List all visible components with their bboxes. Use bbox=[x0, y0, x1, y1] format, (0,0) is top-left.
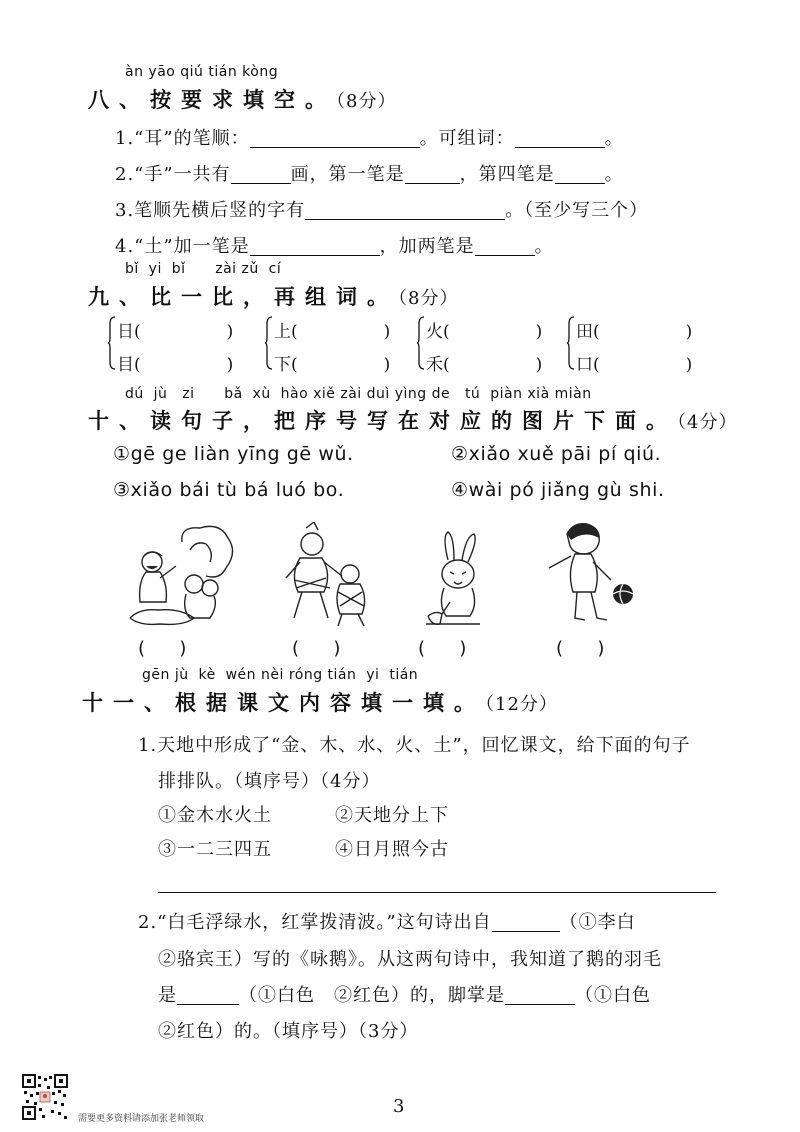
section8-q1: 1.“耳”的笔顺： 。可组词： 。 bbox=[115, 128, 624, 149]
section11-title: 十一、根据课文内容填一填。（12分） bbox=[82, 691, 558, 715]
brace-icon bbox=[265, 316, 273, 370]
q1-word-blank[interactable] bbox=[515, 129, 605, 148]
compare-pair-2-bottom: 下( ) bbox=[274, 355, 391, 375]
compare-pair-2-top: 上( ) bbox=[274, 322, 391, 342]
section8-pinyin: àn yāo qiú tián kòng bbox=[125, 64, 279, 80]
q3-chars-blank[interactable] bbox=[305, 201, 505, 220]
option-2: ②天地分上下 bbox=[335, 805, 449, 826]
page-number: 3 bbox=[393, 1096, 405, 1117]
section11-q1-line1: 1.天地中形成了“金、木、水、火、土”，回忆课文，给下面的句子 bbox=[138, 735, 691, 756]
brace-icon bbox=[417, 316, 425, 370]
answer-paren-2[interactable]: ( ) bbox=[292, 638, 341, 659]
footer-note: 需要更多资料请添加张老师领取 bbox=[78, 1114, 205, 1124]
option-1: ①金木水火土 bbox=[158, 805, 272, 826]
q1-stroke-blank[interactable] bbox=[250, 129, 420, 148]
compare-pair-4-top: 田( ) bbox=[576, 322, 693, 342]
feather-color-blank[interactable] bbox=[177, 986, 239, 1005]
sentence-2: ②xiǎo xuě pāi pí qiú. bbox=[451, 443, 662, 465]
section8-q2: 2.“手”一共有 画，第一笔是 ，第四笔是 。 bbox=[115, 164, 624, 185]
grandma-storytelling-illustration bbox=[110, 522, 250, 630]
section11-q2-line4: ②红色）的。（填序号）（3分） bbox=[158, 1021, 419, 1042]
compare-pair-3-bottom: 禾( ) bbox=[426, 355, 543, 375]
q4-add-one-blank[interactable] bbox=[250, 237, 380, 256]
section11-q2-line3: 是 （①白色 ②红色）的，脚掌是 （①白色 bbox=[158, 985, 651, 1006]
answer-paren-4[interactable]: ( ) bbox=[556, 638, 605, 659]
section11-q2-line2: ②骆宾王）写的《咏鹅》。从这两句诗中，我知道了鹅的羽毛 bbox=[158, 949, 662, 970]
section10-pinyin: dú jù zi bǎ xù hào xiě zài duì yìng de tú piàn xià miàn bbox=[125, 386, 592, 402]
section10-title: 十、读句子，把序号写在对应的图片下面。（4分） bbox=[88, 409, 738, 433]
sentence-3: ③xiǎo bái tù bá luó bo. bbox=[113, 479, 345, 501]
brace-icon bbox=[108, 316, 116, 370]
q2-fourth-stroke-blank[interactable] bbox=[555, 165, 605, 184]
section11-pinyin: gēn jù kè wén nèi róng tián yi tián bbox=[142, 667, 419, 683]
rabbit-pulling-radish-illustration bbox=[420, 530, 500, 630]
girl-bouncing-ball-illustration bbox=[545, 522, 640, 630]
q4-add-two-blank[interactable] bbox=[475, 237, 535, 256]
section8-q4: 4.“土”加一笔是 ，加两笔是 。 bbox=[115, 236, 554, 257]
foot-color-blank[interactable] bbox=[505, 986, 575, 1005]
qr-code-icon bbox=[22, 1074, 68, 1120]
answer-paren-1[interactable]: ( ) bbox=[138, 638, 187, 659]
q2-count-blank[interactable] bbox=[231, 165, 291, 184]
sentence-1: ①gē ge liàn yīng gē wǔ. bbox=[113, 443, 354, 465]
brother-singing-dancing-illustration bbox=[280, 522, 380, 630]
q2-first-stroke-blank[interactable] bbox=[405, 165, 460, 184]
poet-blank[interactable] bbox=[492, 913, 560, 932]
compare-pair-3-top: 火( ) bbox=[426, 322, 543, 342]
section8-q3: 3.笔顺先横后竖的字有 。（至少写三个） bbox=[115, 200, 649, 221]
option-4: ④日月照今古 bbox=[335, 839, 449, 860]
answer-paren-3[interactable]: ( ) bbox=[418, 638, 467, 659]
order-answer-line[interactable] bbox=[158, 892, 716, 893]
compare-pair-1-top: 日( ) bbox=[117, 322, 234, 342]
brace-icon bbox=[567, 316, 575, 370]
section11-q2-line1: 2.“白毛浮绿水，红掌拨清波。”这句诗出自 （①李白 bbox=[138, 912, 636, 933]
section9-title: 九、比一比，再组词。（8分） bbox=[88, 285, 459, 309]
compare-pair-1-bottom: 目( ) bbox=[117, 355, 234, 375]
section11-q1-line2: 排排队。（填序号）（4分） bbox=[158, 771, 381, 792]
option-3: ③一二三四五 bbox=[158, 839, 272, 860]
sentence-4: ④wài pó jiǎng gù shi. bbox=[451, 479, 665, 501]
section9-pinyin: bǐ yi bǐ zài zǔ cí bbox=[125, 261, 282, 277]
compare-pair-4-bottom: 口( ) bbox=[576, 355, 693, 375]
section8-title: 八、按要求填空。（8分） bbox=[88, 88, 397, 112]
